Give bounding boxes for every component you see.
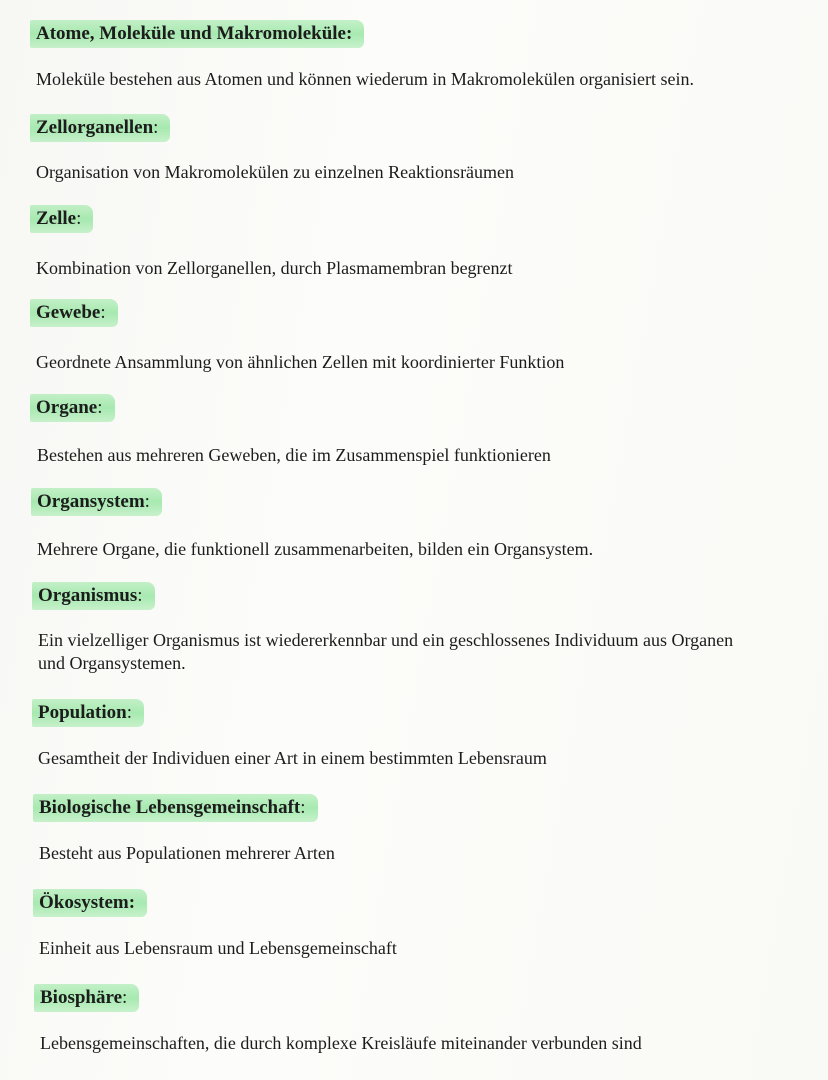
term-heading: Zelle: (30, 205, 93, 233)
definition-text: Geordnete Ansammlung von ähnlichen Zellen mit koordinierter Funktion (36, 352, 565, 372)
term-heading: Zellorganellen: (30, 114, 170, 142)
definition-text: Mehrere Organe, die funktionell zusammenarbeiten, bilden ein Organsystem. (37, 539, 594, 559)
term-heading: Organsystem: (31, 488, 162, 516)
term-heading: Organe: (30, 394, 115, 422)
term-heading: Organismus: (32, 582, 155, 610)
term-heading: Ökosystem: (33, 889, 147, 917)
term-heading: Gewebe: (30, 299, 118, 327)
term-heading: Biosphäre: (34, 984, 139, 1012)
definition-text: Bestehen aus mehreren Geweben, die im Zusammenspiel funktionieren (37, 445, 551, 465)
definition-text: Einheit aus Lebensraum und Lebensgemeinschaft (39, 938, 397, 958)
definition-text: Kombination von Zellorganellen, durch Plasmamembran begrenzt (36, 258, 513, 278)
term-heading: Biologische Lebensgemeinschaft: (33, 794, 318, 822)
definition-text: Besteht aus Populationen mehrerer Arten (39, 843, 335, 863)
definition-text: Moleküle bestehen aus Atomen und können wiederum in Makromolekülen organisiert sein. (36, 69, 695, 89)
term-heading: Population: (32, 699, 144, 727)
definition-text: Lebensgemeinschaften, die durch komplexe Kreisläufe miteinander verbunden sind (40, 1033, 642, 1053)
definition-text: Gesamtheit der Individuen einer Art in einem bestimmten Lebensraum (38, 748, 547, 768)
term-heading: Atome, Moleküle und Makromoleküle: (30, 20, 364, 48)
definition-text: Organisation von Makromolekülen zu einzelnen Reaktionsräumen (36, 162, 515, 182)
definition-text: Ein vielzelliger Organismus ist wiedererkennbar und ein geschlossenes Individuum aus Organen und Organsystemen. (38, 630, 734, 673)
